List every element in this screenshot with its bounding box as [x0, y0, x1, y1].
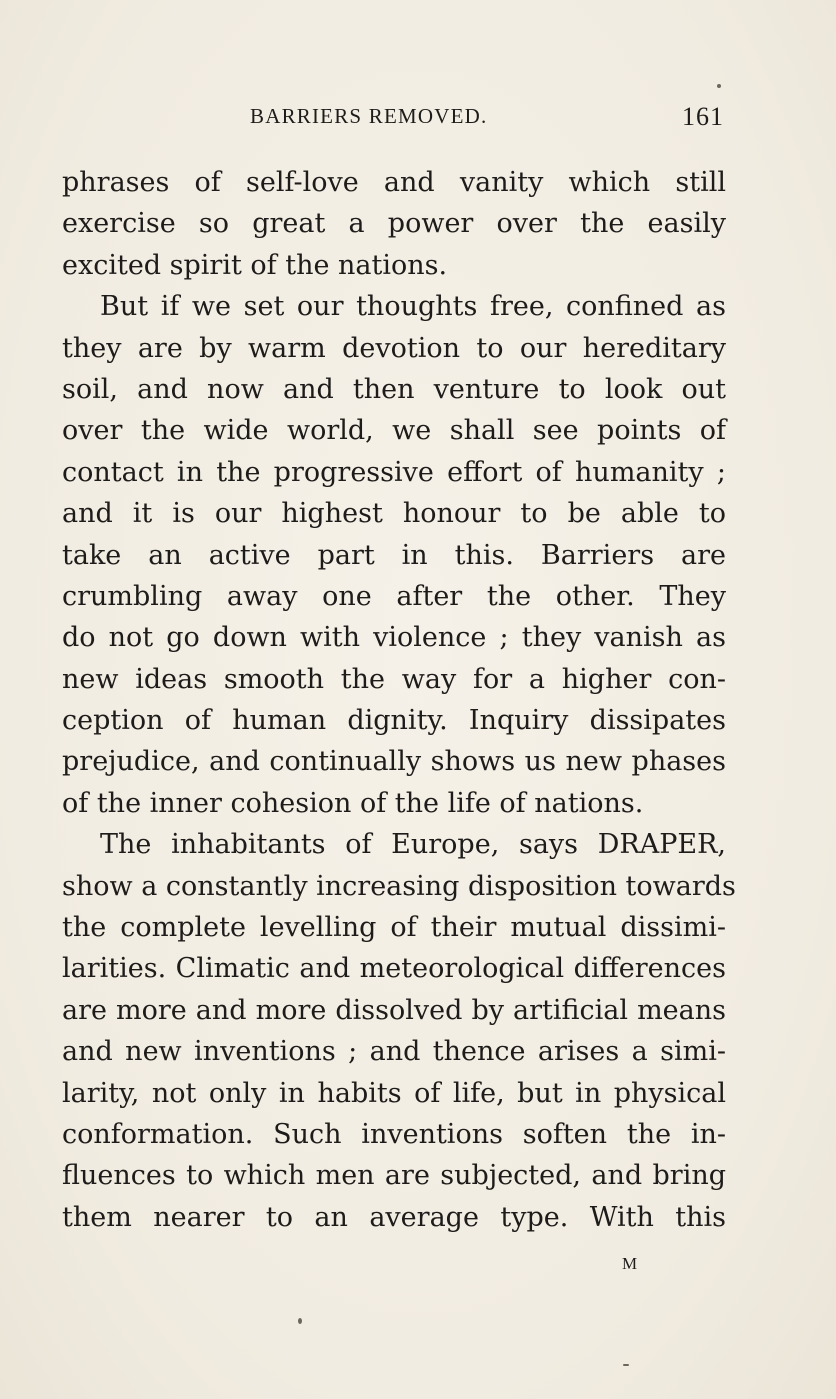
text-line: exercise so great a power over the easily [62, 208, 726, 240]
text-line: The inhabitants of Europe, says DRAPER, [100, 829, 726, 861]
paper-speck [298, 1318, 302, 1324]
text-line: contact in the progressive effort of humanity ; [62, 456, 726, 488]
page-header [62, 104, 726, 136]
text-line: take an active part in this. Barriers are [62, 539, 726, 571]
text-line: larities. Climatic and meteorological differences [62, 953, 726, 985]
text-line: larity, not only in habits of life, but in physical [62, 1077, 726, 1109]
text-line: prejudice, and continually shows us new phases [62, 746, 726, 778]
running-head: BARRIERS REMOVED. [250, 104, 488, 128]
text-line: are more and more dissolved by artificial means [62, 994, 726, 1026]
page-number: 161 [682, 102, 724, 131]
paper-speck [717, 84, 721, 88]
text-line: over the wide world, we shall see points of [62, 415, 726, 447]
signature-mark: M [622, 1254, 639, 1273]
text-line: new ideas smooth the way for a higher con- [62, 663, 726, 695]
text-line: they are by warm devotion to our hereditary [62, 332, 726, 364]
text-line: show a constantly increasing disposition towards [62, 870, 736, 902]
paper-speck [623, 1364, 629, 1366]
text-line: do not go down with violence ; they vanish as [62, 622, 726, 654]
text-line: fluences to which men are subjected, and bring [62, 1160, 726, 1192]
text-line: excited spirit of the nations. [62, 249, 448, 281]
text-line: But if we set our thoughts free, confined as [100, 291, 726, 323]
text-line: soil, and now and then venture to look out [62, 373, 726, 405]
text-line: conformation. Such inventions soften the in- [62, 1118, 726, 1150]
text-line: them nearer to an average type. With this [62, 1201, 726, 1233]
body-text [62, 162, 736, 1238]
text-line: phrases of self-love and vanity which still [62, 167, 726, 198]
text-line: and new inventions ; and thence arises a simi- [62, 1036, 726, 1068]
text-line: of the inner cohesion of the life of nations. [62, 787, 644, 819]
text-line: the complete levelling of their mutual dissimi- [62, 912, 726, 944]
text-line: ception of human dignity. Inquiry dissipates [62, 705, 726, 737]
text-line: crumbling away one after the other. They [62, 580, 726, 612]
text-line: and it is our highest honour to be able to [62, 498, 726, 530]
